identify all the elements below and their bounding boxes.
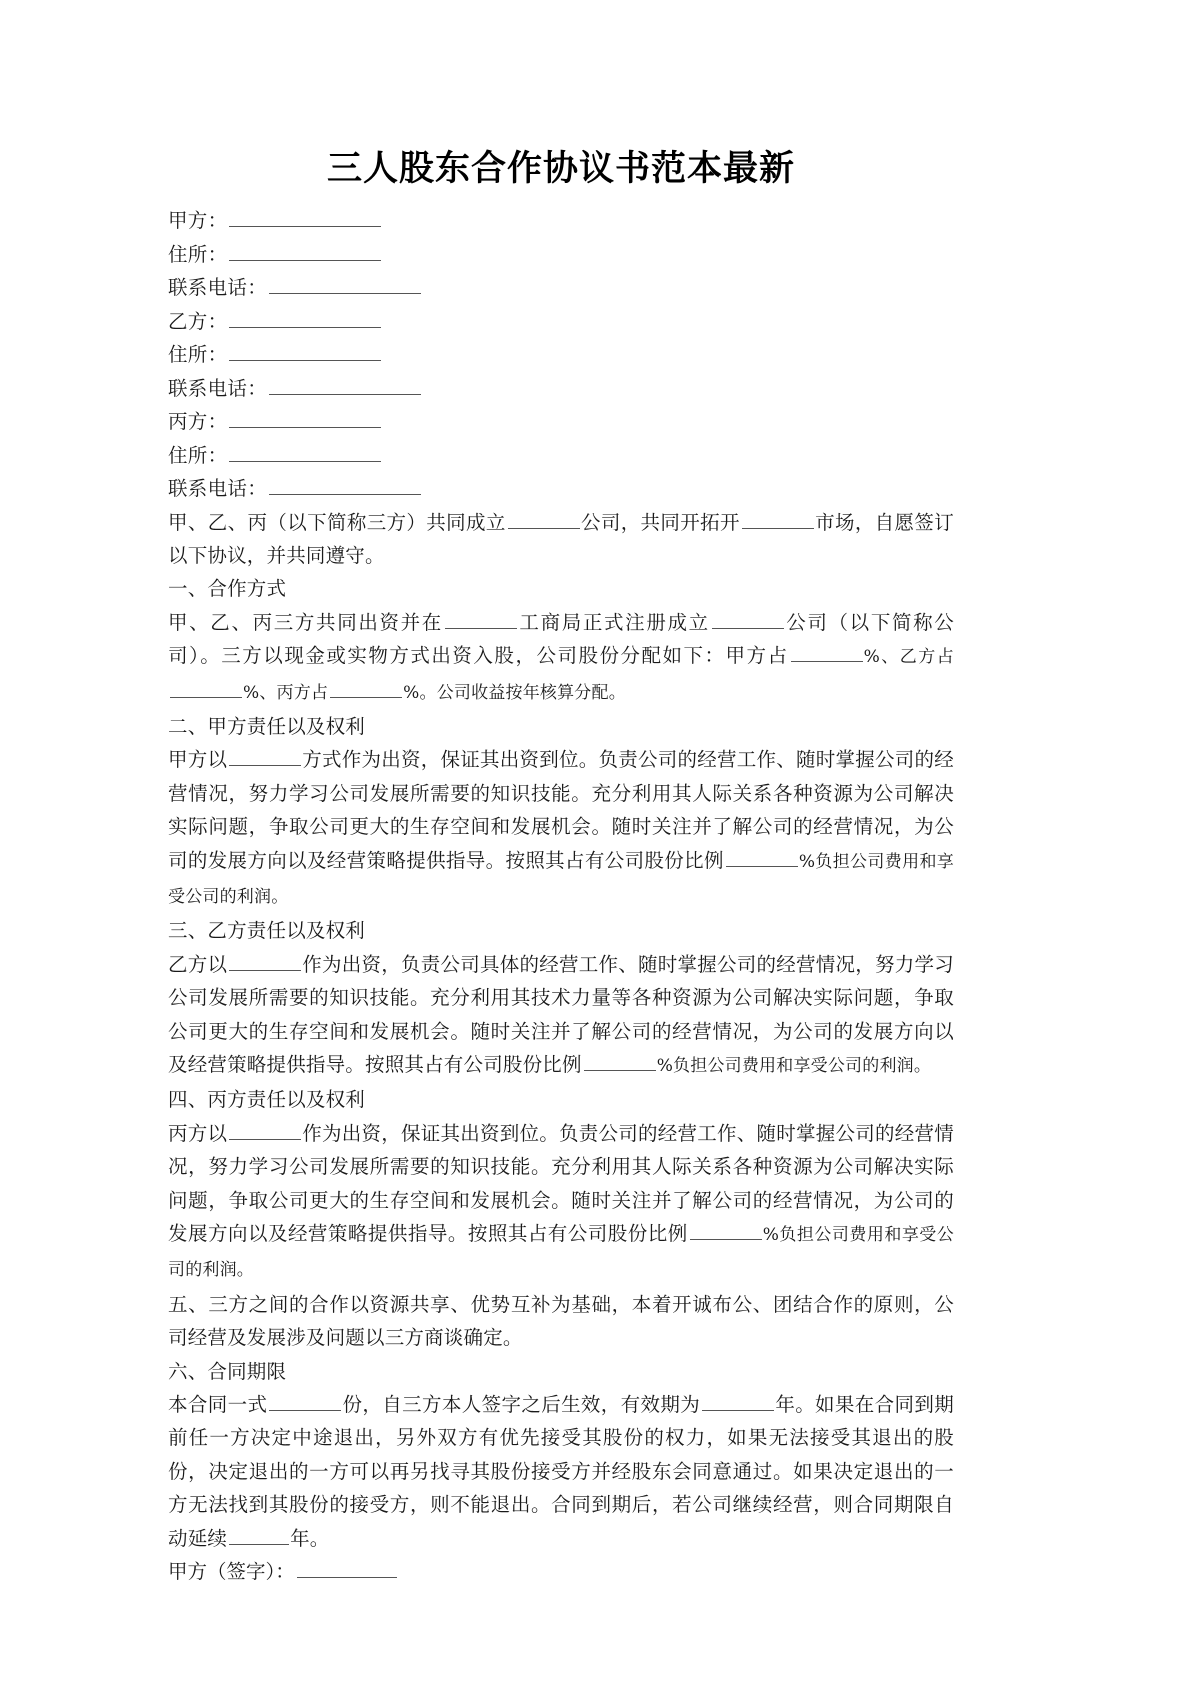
section3-text-c: %负担公司费用和享受公司的利润。 <box>656 1056 932 1076</box>
section2-text-b: 方式作为出资，保证其出资到位。负责公司的经营工作、随时掌握公司的经营情况，努力学习公司发展所需要的知识技能。充分利用其人际关系各种资源为公司解决实际问题，争取公司更大的生存空间和发展机会。随时关注并了解公司的经营情况，为公司的发展方向以及经营策略提供指导。按照其占有公司股份比例 <box>168 748 954 872</box>
signature-label: 甲方（签字）： <box>168 1560 295 1584</box>
fill-blank[interactable] <box>712 611 784 629</box>
field-label: 联系电话： <box>168 276 268 299</box>
section4-text-a: 丙方以 <box>168 1121 228 1145</box>
fill-blank[interactable] <box>229 410 381 428</box>
preamble-text-c: 市场，自愿签订以下协议，并共同遵守。 <box>168 510 954 567</box>
fill-blank[interactable] <box>791 644 863 662</box>
field-yifang-address <box>168 338 954 372</box>
section-heading-5: 五、三方之间的合作以资源共享、优势互补为基础，本着开诚布公、团结合作的原则，公司经营及发展涉及问题以三方商谈确定。 <box>168 1292 954 1350</box>
section1-text-b: 工商局正式注册成立 <box>517 610 710 634</box>
party-info-block <box>168 204 954 506</box>
section1-text-d: %、乙方占 <box>863 647 954 668</box>
field-bingfang-address <box>168 439 954 473</box>
fill-blank[interactable] <box>330 680 402 698</box>
section-heading-6: 六、合同期限 <box>168 1359 287 1383</box>
document-content <box>168 0 954 1589</box>
field-yifang <box>168 305 954 339</box>
field-label: 联系电话： <box>168 477 268 500</box>
fill-blank[interactable] <box>229 1527 289 1545</box>
signature-line-jiafang <box>168 1555 954 1588</box>
preamble-text-a: 甲、乙、丙（以下简称三方）共同成立 <box>168 510 506 534</box>
fill-blank[interactable] <box>445 611 517 629</box>
section-body-1 <box>168 606 954 710</box>
field-jiafang <box>168 204 954 238</box>
field-label: 住所： <box>168 443 228 467</box>
fill-blank[interactable] <box>269 377 421 395</box>
fill-blank[interactable] <box>690 1222 762 1240</box>
section-heading-4: 四、丙方责任以及权利 <box>168 1088 366 1112</box>
page-title: 三人股东合作协议书范本最新 <box>326 148 795 189</box>
field-label: 住所： <box>168 343 228 366</box>
section-body-2 <box>168 743 954 914</box>
section-heading-3: 三、乙方责任以及权利 <box>168 919 366 943</box>
fill-blank[interactable] <box>742 511 814 529</box>
fill-blank[interactable] <box>269 1393 341 1411</box>
section-body-3 <box>168 948 954 1084</box>
fill-blank[interactable] <box>170 680 242 698</box>
section6-text-a: 本合同一式 <box>168 1393 268 1417</box>
field-yifang-phone <box>168 372 954 406</box>
fill-blank[interactable] <box>229 310 381 328</box>
fill-blank[interactable] <box>269 276 421 294</box>
fill-blank[interactable] <box>229 444 381 462</box>
section1-text-e: %、丙方占 <box>243 682 329 703</box>
fill-blank[interactable] <box>269 477 421 495</box>
fill-blank[interactable] <box>726 849 798 867</box>
section1-text-a: 甲、乙、丙三方共同出资并在 <box>168 610 443 634</box>
section-body-6 <box>168 1388 954 1555</box>
signature-blank[interactable] <box>297 1560 397 1578</box>
section6-text-b: 份，自三方本人签字之后生效，有效期为 <box>342 1393 701 1417</box>
field-label: 乙方： <box>168 309 228 333</box>
section-heading-1: 一、合作方式 <box>168 577 287 601</box>
field-label: 联系电话： <box>168 376 268 400</box>
preamble-text-b: 公司，共同开拓开 <box>580 510 740 534</box>
fill-blank[interactable] <box>702 1393 774 1411</box>
field-bingfang-phone <box>168 472 954 506</box>
field-jiafang-phone <box>168 271 954 305</box>
preamble-paragraph <box>168 506 954 573</box>
field-label: 丙方： <box>168 410 228 433</box>
field-bingfang <box>168 405 954 439</box>
fill-blank[interactable] <box>508 511 580 529</box>
fill-blank[interactable] <box>229 748 301 766</box>
section-heading-2: 二、甲方责任以及权利 <box>168 714 366 738</box>
section6-text-c: 年。如果在合同到期前任一方决定中途退出，另外双方有优先接受其股份的权力，如果无法接受其退出的股份，决定退出的一方可以再另找寻其股份接受方并经股东会同意通过。如果决定退出的一方无法找到其股份的接受方，则不能退出。合同到期后，若公司继续经营，则合同期限自动延续 <box>168 1393 954 1550</box>
section4-text-c: %负担公司费用和享受公司的利润。 <box>168 1225 955 1281</box>
field-label: 住所： <box>168 242 228 266</box>
fill-blank[interactable] <box>229 243 381 261</box>
section1-text-c: 公司（以下简称公司）。三方以现金或实物方式出资入股，公司股份分配如下：甲方占 <box>168 610 954 668</box>
section4-text-b: 作为出资，保证其出资到位。负责公司的经营工作、随时掌握公司的经营情况，努力学习公司发展所需要的知识技能。充分利用其人际关系各种资源为公司解决实际问题，争取公司更大的生存空间和发展机会。随时关注并了解公司的经营情况，为公司的发展方向以及经营策略提供指导。按照其占有公司股份比例 <box>168 1121 954 1246</box>
fill-blank[interactable] <box>229 1122 301 1140</box>
section2-text-c: %负担公司费用和享受公司的利润。 <box>168 851 955 907</box>
fill-blank[interactable] <box>229 209 381 227</box>
section2-text-a: 甲方以 <box>168 748 228 772</box>
field-label: 甲方： <box>168 209 228 232</box>
section3-text-a: 乙方以 <box>168 952 228 976</box>
field-jiafang-address <box>168 238 954 272</box>
section1-text-f: %。公司收益按年核算分配。 <box>403 682 626 703</box>
section-body-4 <box>168 1117 954 1288</box>
section6-text-d: 年。 <box>290 1526 330 1550</box>
section3-text-b: 作为出资，负责公司具体的经营工作、随时掌握公司的经营情况，努力学习公司发展所需要的知识技能。充分利用其技术力量等各种资源为公司解决实际问题，争取公司更大的生存空间和发展机会。随时关注并了解公司的经营情况，为公司的发展方向以及经营策略提供指导。按照其占有公司股份比例 <box>168 952 954 1076</box>
fill-blank[interactable] <box>584 1053 656 1071</box>
fill-blank[interactable] <box>229 953 301 971</box>
fill-blank[interactable] <box>229 343 381 361</box>
